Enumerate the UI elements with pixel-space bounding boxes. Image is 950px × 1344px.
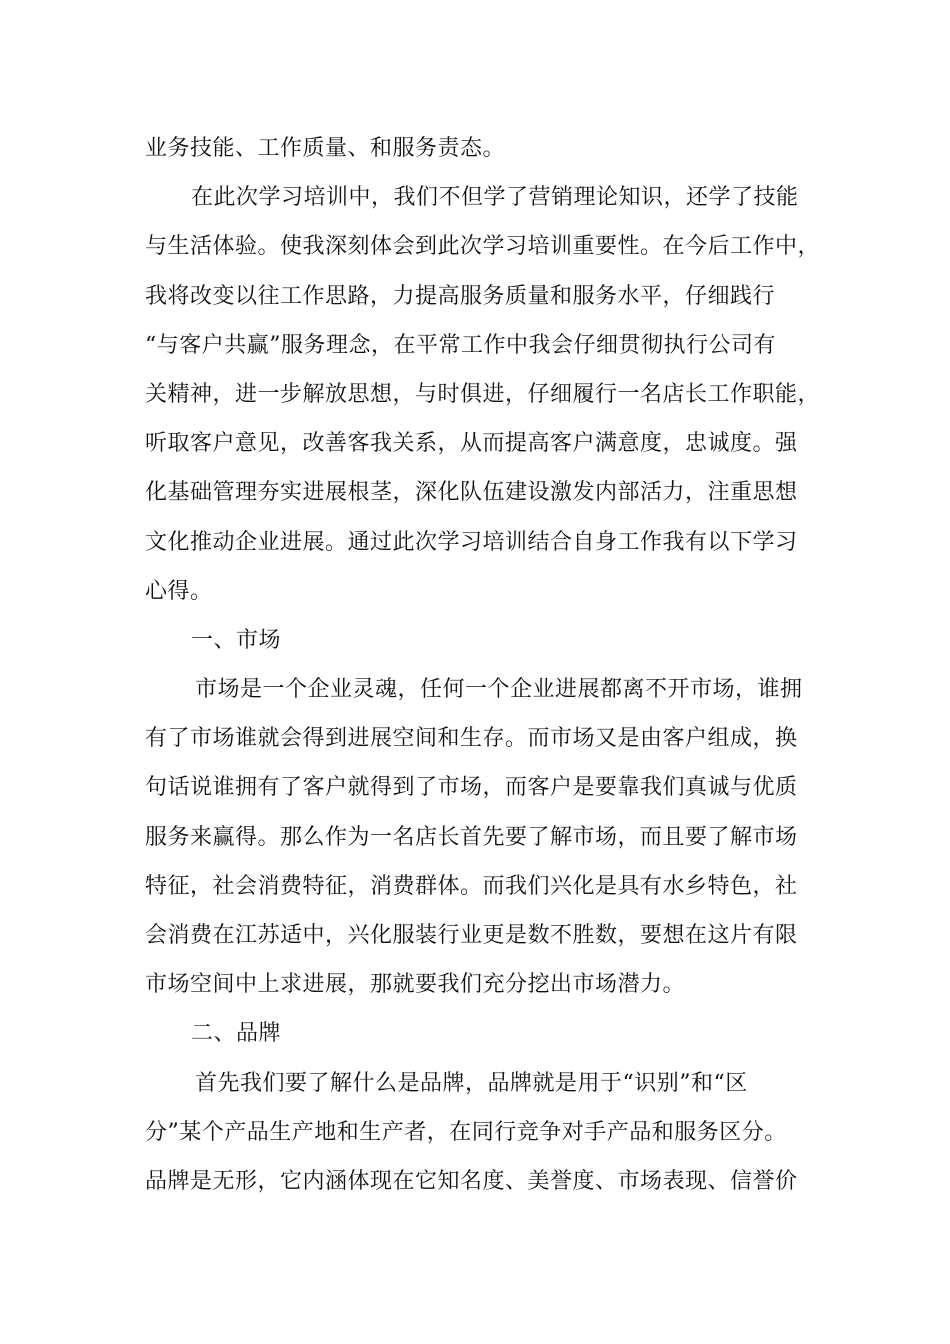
text-line: 心得。	[145, 578, 213, 604]
text-line: 与生活体验。使我深刻体会到此次学习培训重要性。在今后工作中，	[145, 234, 821, 260]
paragraph-start-line: 首先我们要了解什么是品牌，品牌就是用于“识别”和“区	[195, 1070, 748, 1096]
text-line: 市场空间中上求进展，那就要我们充分挖出市场潜力。	[145, 972, 686, 998]
document-body	[145, 124, 835, 1206]
text-line: 文化推动企业进展。通过此次学习培训结合自身工作我有以下学习	[145, 529, 798, 555]
text-line: 有了市场谁就会得到进展空间和生存。而市场又是由客户组成，换	[145, 726, 798, 752]
paragraph-start-line: 在此次学习培训中，我们不但学了营销理论知识，还学了技能	[191, 185, 799, 211]
text-line: 特征，社会消费特征，消费群体。而我们兴化是具有水乡特色，社	[145, 873, 798, 899]
section-heading-market: 一、市场	[191, 627, 282, 653]
text-line: 听取客户意见，改善客我关系，从而提高客户满意度，忠诚度。强	[145, 431, 798, 457]
text-line: 化基础管理夯实进展根茎，深化队伍建设激发内部活力，注重思想	[145, 480, 798, 506]
text-line: 我将改变以往工作思路，力提高服务质量和服务水平，仔细践行	[145, 283, 776, 309]
text-line: 服务来赢得。那么作为一名店长首先要了解市场，而且要了解市场	[145, 824, 798, 850]
text-line: 业务技能、工作质量、和服务责态。	[145, 136, 506, 161]
section-heading-brand: 二、品牌	[191, 1021, 282, 1047]
text-line: “与客户共赢”服务理念，在平常工作中我会仔细贯彻执行公司有	[145, 332, 776, 358]
text-line: 句话说谁拥有了客户就得到了市场，而客户是要靠我们真诚与优质	[145, 775, 798, 801]
text-line: 关精神，进一步解放思想，与时俱进，仔细履行一名店长工作职能，	[145, 381, 821, 407]
paragraph-start-line: 市场是一个企业灵魂，任何一个企业进展都离不开市场，谁拥	[195, 677, 803, 703]
text-line: 分”某个产品生产地和生产者，在同行竞争对手产品和服务区分。	[145, 1119, 787, 1145]
text-line: 品牌是无形，它内涵体现在它知名度、美誉度、市场表现、信誉价	[145, 1168, 798, 1194]
text-line: 会消费在江苏适中，兴化服装行业更是数不胜数，要想在这片有限	[145, 923, 798, 948]
